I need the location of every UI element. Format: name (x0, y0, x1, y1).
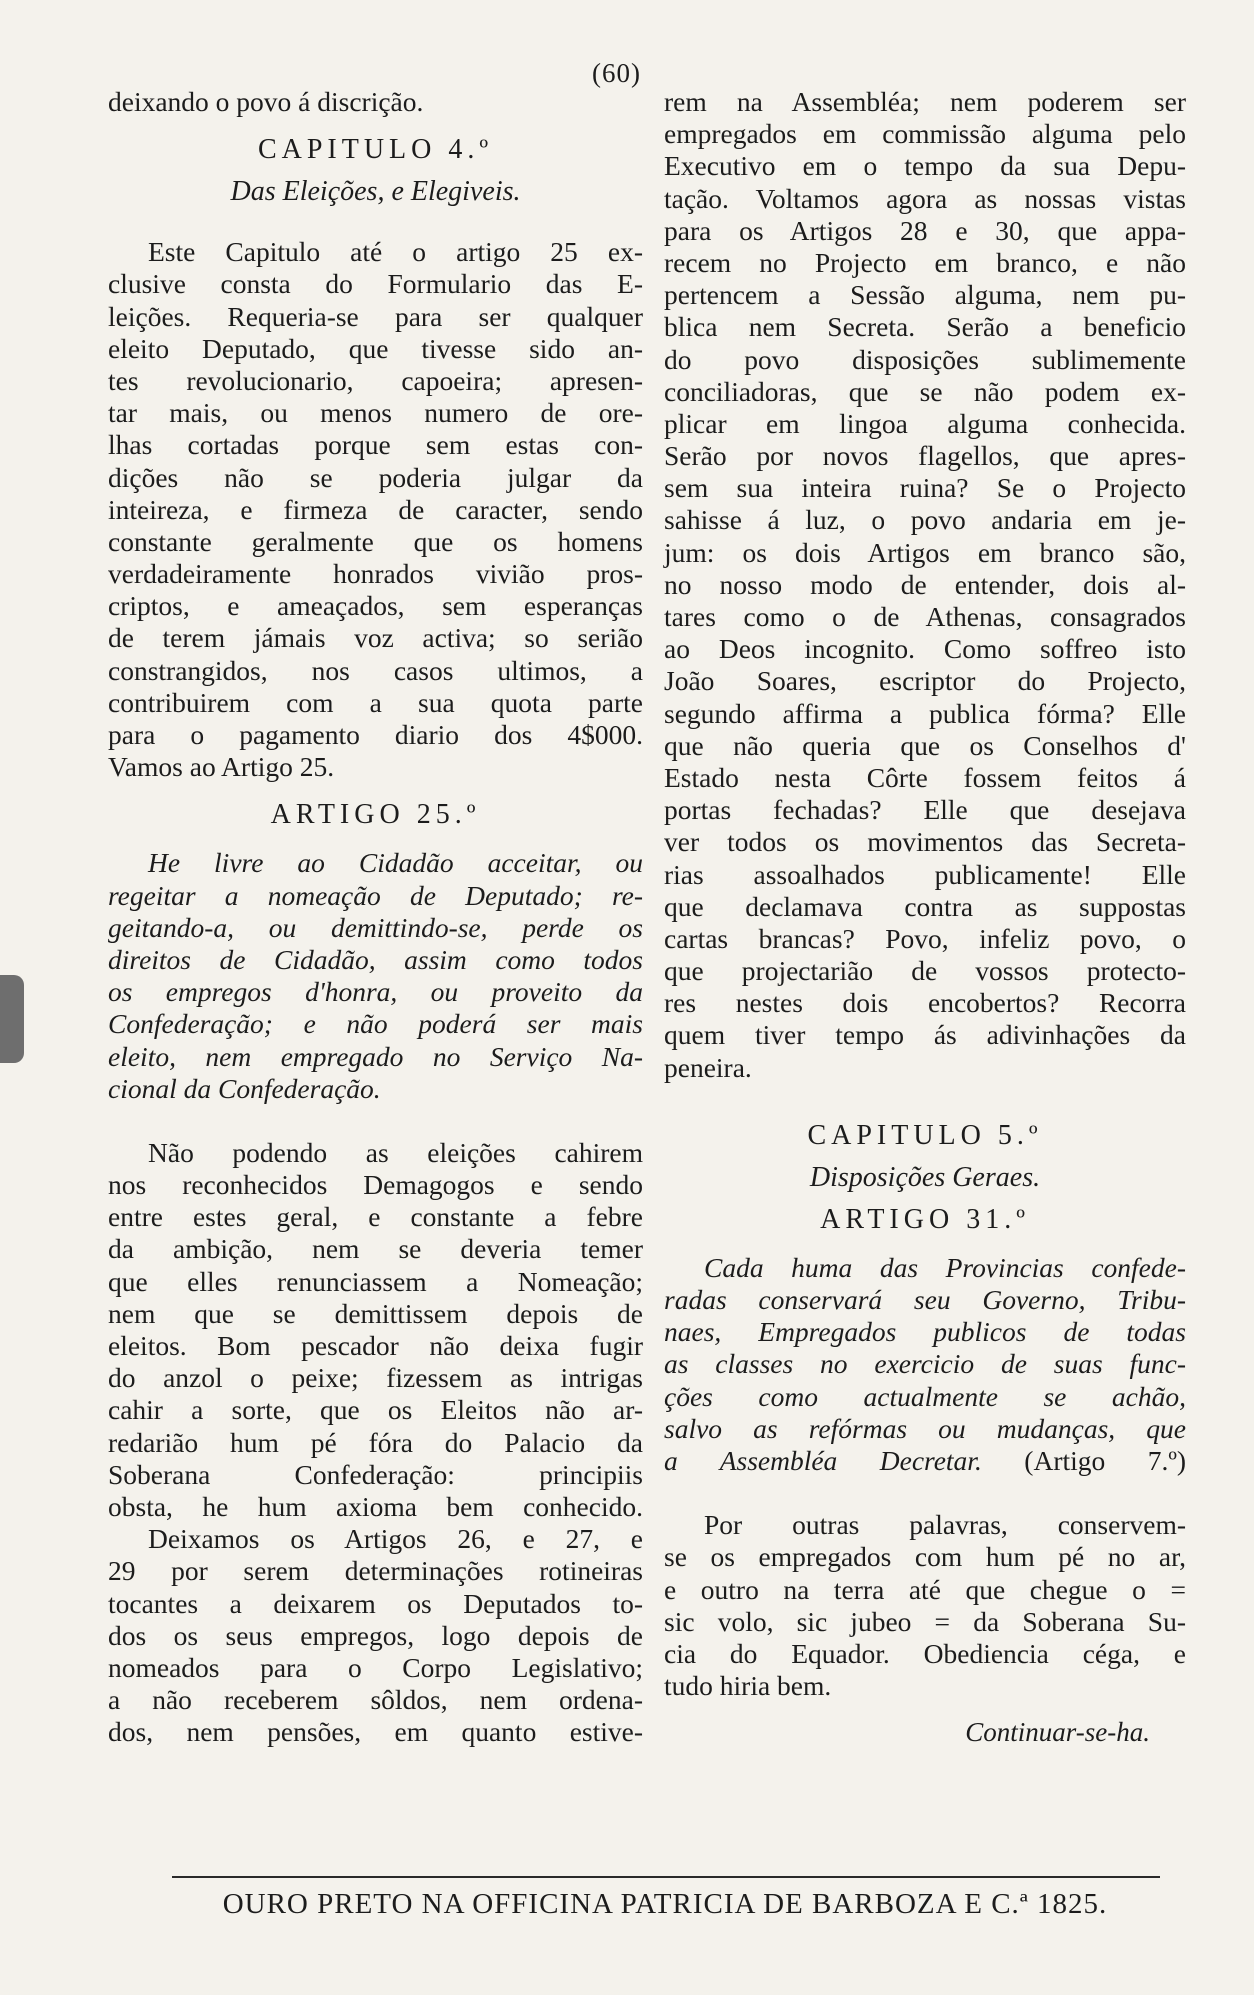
text-line: Serão por novos flagellos, que apres- (664, 440, 1186, 472)
text-line: constante geralmente que os homens (108, 525, 643, 557)
text-line: quem tiver tempo ás adivinhações da (664, 1019, 1186, 1051)
text-line: nem que se demittissem depois de (108, 1297, 643, 1329)
paragraph-chapter4 (108, 236, 643, 783)
text-line: Este Capitulo até o artigo 25 ex- (148, 236, 643, 268)
chapter4-subheading: Das Eleições, e Elegiveis. (230, 176, 521, 208)
text-line: pertencem a Sessão alguma, nem pu- (664, 279, 1186, 311)
right-column (664, 86, 1186, 1750)
text-line: para o pagamento diario dos 4$000. (108, 719, 643, 750)
text-line: contribuirem com a sua quota parte (108, 686, 643, 718)
text-line: He livre ao Cidadão acceitar, ou (148, 847, 643, 879)
text-line: nos reconhecidos Demagogos e sendo (108, 1169, 643, 1201)
text-line: Deixamos os Artigos 26, e 27, e (148, 1523, 643, 1555)
text-line: que projectarião de vossos protecto- (664, 955, 1186, 987)
chapter5-heading: CAPITULO 5.º (807, 1119, 1043, 1151)
text-line: Confederação; e não poderá ser mais (108, 1008, 643, 1040)
text-line: empregados em commissão alguma pelo (664, 118, 1186, 150)
paragraph-articles-26-29 (108, 1523, 643, 1748)
printer-imprint: OURO PRETO NA OFFICINA PATRICIA DE BARBOZA E C.ª 1825. (222, 1888, 1108, 1920)
intro-line: deixando o povo á discrição. (108, 86, 424, 117)
text-line: Executivo em o tempo da sua Depu- (664, 150, 1186, 182)
text-line: se os empregados com hum pé no ar, (664, 1541, 1186, 1573)
text-line: do anzol o peixe; fizessem as intrigas (108, 1362, 643, 1394)
text-line: tudo hiria bem. (664, 1670, 832, 1702)
chapter4-heading: CAPITULO 4.º (257, 134, 494, 166)
text-line: Vamos ao Artigo 25. (108, 751, 335, 783)
text-line: recem no Projecto em branco, e não (664, 246, 1186, 278)
text-line: rem na Assembléa; nem poderem ser (664, 86, 1186, 117)
paragraph-continuation (664, 86, 1186, 1084)
text-line: João Soares, escriptor do Projecto, (664, 665, 1186, 697)
text-line: no nosso modo de entender, dois al- (664, 568, 1186, 600)
text-line: radas conservará seu Governo, Tribu- (664, 1284, 1186, 1315)
text-line: os empregos d'honra, ou proveito da (108, 976, 643, 1008)
text-line: direitos de Cidadão, assim como todos (108, 943, 643, 975)
text-line: Não podendo as eleições cahirem (148, 1136, 643, 1168)
text-line: dos os seus empregos, logo depois de (108, 1619, 643, 1651)
text-line: jum: os dois Artigos em branco são, (664, 536, 1186, 568)
text-line: eleito, nem empregado no Serviço Na- (108, 1040, 643, 1072)
text-line: portas fechadas? Elle que desejava (664, 794, 1186, 826)
text-line: e outro na terra até que chegue o = (664, 1573, 1186, 1605)
text-line: nomeados para o Corpo Legislativo; (108, 1651, 643, 1683)
text-line: obsta, he hum axioma bem conhecido. (108, 1490, 643, 1522)
article25-heading: ARTIGO 25.º (270, 799, 481, 831)
text-line: res nestes dois encobertos? Recorra (664, 987, 1186, 1019)
text-line: geitando-a, ou demittindo-se, perde os (108, 911, 643, 943)
imprint-divider (172, 1876, 1160, 1878)
text-line: inteireza, e firmeza de caracter, sendo (108, 493, 643, 525)
text-line: dos, nem pensões, em quanto estive- (108, 1716, 643, 1748)
text-line: naes, Empregados publicos de todas (664, 1316, 1186, 1348)
text-line: ções como actualmente se achão, (664, 1380, 1186, 1412)
binding-clip-mark (0, 975, 24, 1063)
text-line: 29 por serem determinações rotineiras (108, 1555, 643, 1587)
text-line: da ambição, nem se deveria temer (108, 1233, 643, 1265)
text-line: as classes no exercicio de suas func- (664, 1348, 1186, 1380)
text-line: regeitar a nomeação de Deputado; re- (108, 879, 643, 911)
text-line: peneira. (664, 1051, 752, 1083)
text-line: salvo as refórmas ou mudanças, que (664, 1412, 1186, 1444)
text-line: blica nem Secreta. Serão a beneficio (664, 311, 1186, 343)
text-line: cia do Equador. Obediencia céga, e (664, 1637, 1186, 1669)
text-line: dições não se poderia julgar da (108, 461, 643, 493)
paragraph-elections (108, 1137, 643, 1523)
text-line: cartas brancas? Povo, infeliz povo, o (664, 922, 1186, 954)
text-line: leições. Requeria-se para ser qualquer (108, 300, 643, 332)
text-line: cional da Confederação. (108, 1072, 381, 1104)
text-line: tes revolucionario, capoeira; apresen- (108, 364, 643, 396)
paragraph-final (664, 1509, 1186, 1702)
article31-text (664, 1252, 1186, 1477)
text-line: para os Artigos 28 e 30, que appa- (664, 214, 1186, 246)
text-line: constrangidos, nos casos ultimos, a (108, 654, 643, 686)
page-number: (60) (592, 58, 641, 88)
text-line: verdadeiramente honrados vivião pros- (108, 558, 643, 590)
text-line: ver todos os movimentos das Secreta- (664, 826, 1186, 858)
text-line: que elles renunciassem a Nomeação; (108, 1265, 643, 1297)
text-line: de terem jámais voz activa; so serião (108, 622, 643, 654)
text-line: cahir a sorte, que os Eleitos não ar- (108, 1394, 643, 1426)
text-line: que não queria que os Conselhos d' (664, 729, 1186, 761)
text-line: a não receberem sôldos, nem ordena- (108, 1684, 643, 1716)
article31-heading: ARTIGO 31.º (820, 1203, 1030, 1235)
text-line: tocantes a deixarem os Deputados to- (108, 1587, 643, 1619)
text-line: tar mais, ou menos numero de ore- (108, 397, 643, 429)
text-line: sem sua inteira ruina? Se o Projecto (664, 472, 1186, 504)
text-line: segundo affirma a publica fórma? Elle (664, 697, 1186, 729)
text-line: Soberana Confederação: principiis (108, 1458, 643, 1490)
article31-reference: (Artigo 7.º) (1024, 1444, 1187, 1476)
text-line: conciliadoras, que se não podem ex- (664, 375, 1186, 407)
text-line: sahisse á luz, o povo andaria em je- (664, 504, 1186, 536)
continuation-signoff: Continuar-se-ha. (965, 1717, 1150, 1748)
text-line: sic volo, sic jubeo = da Soberana Su- (664, 1605, 1186, 1637)
text-line: entre estes geral, e constante a febre (108, 1201, 643, 1233)
text-line: rias assoalhados publicamente! Elle (664, 858, 1186, 890)
text-line: clusive consta do Formulario das E- (108, 268, 643, 300)
text-line: que declamava contra as suppostas (664, 890, 1186, 922)
text-line: plicar em lingoa alguma conhecida. (664, 407, 1186, 439)
text-line: a Assembléa Decretar. (Artigo 7.º) (664, 1444, 1187, 1476)
text-line: do povo disposições sublimemente (664, 343, 1186, 375)
text-line: Estado nesta Côrte fossem feitos á (664, 761, 1186, 793)
chapter5-subheading: Disposições Geraes. (809, 1161, 1041, 1193)
text-line: tação. Voltamos agora as nossas vistas (664, 182, 1186, 214)
text-line: Cada huma das Provincias confede- (704, 1251, 1186, 1283)
text-line: eleito Deputado, que tivesse sido an- (108, 332, 643, 364)
article25-text (108, 847, 643, 1105)
text-line: lhas cortadas porque sem estas con- (108, 429, 643, 461)
text-line: ao Deos incognito. Como soffreo isto (664, 633, 1186, 665)
left-column (108, 86, 643, 1748)
text-line: criptos, e ameaçados, sem esperanças (108, 590, 643, 622)
text-line: tares como o de Athenas, consagrados (664, 601, 1186, 632)
text-line: Por outras palavras, conservem- (704, 1509, 1186, 1541)
text-line: redarião hum pé fóra do Palacio da (108, 1426, 643, 1458)
text-line: eleitos. Bom pescador não deixa fugir (108, 1330, 643, 1361)
